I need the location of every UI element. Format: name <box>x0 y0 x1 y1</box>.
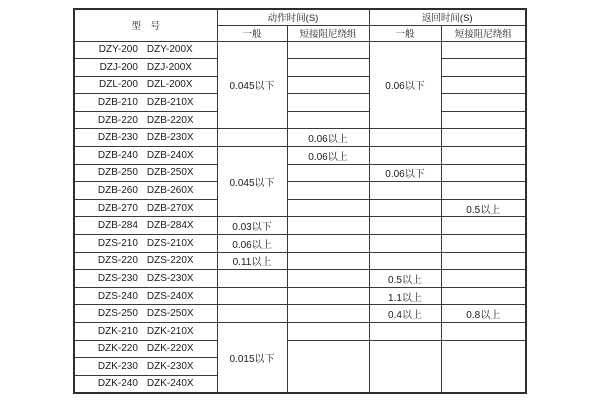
value-cell <box>369 323 441 341</box>
model-base-label: DZB-220 <box>97 114 138 126</box>
model-base-label: DZL-200 <box>99 79 138 91</box>
model-cell <box>74 217 217 235</box>
table-row <box>74 129 526 147</box>
value-cell <box>217 287 287 305</box>
model-cell <box>74 76 217 94</box>
model-x-variant-label: DZB-270X <box>146 202 194 214</box>
model-base-label: DZY-200 <box>98 44 138 56</box>
value-cell: 0.4以上 <box>369 305 441 323</box>
model-cell <box>74 182 217 200</box>
value-cell <box>441 182 526 200</box>
value-cell <box>369 199 441 217</box>
model-base-label: DZS-250 <box>97 308 138 320</box>
spec-table-container <box>73 8 527 394</box>
model-cell <box>74 94 217 112</box>
table-row <box>74 94 526 112</box>
table-row <box>74 340 526 358</box>
table-row <box>74 323 526 341</box>
value-cell <box>287 199 369 217</box>
model-x-variant-label: DZB-284X <box>146 220 194 232</box>
value-cell <box>287 287 369 305</box>
value-cell <box>441 235 526 253</box>
value-cell: 0.06以上 <box>287 147 369 165</box>
value-cell <box>287 59 369 77</box>
table-row <box>74 41 526 59</box>
model-cell <box>74 235 217 253</box>
model-base-label: DZB-230 <box>97 132 138 144</box>
table-row <box>74 287 526 305</box>
header-return-damping: 短接阻尼绕组 <box>441 25 526 41</box>
value-cell <box>287 111 369 129</box>
value-cell <box>369 182 441 200</box>
value-cell: 0.06以下 <box>369 41 441 129</box>
value-cell <box>441 340 526 393</box>
value-cell: 0.015以下 <box>217 323 287 393</box>
table-row <box>74 182 526 200</box>
table-row <box>74 217 526 235</box>
model-x-variant-label: DZS-250X <box>146 308 194 320</box>
model-base-label: DZK-210 <box>97 325 138 337</box>
model-x-variant-label: DZS-220X <box>146 255 194 267</box>
value-cell <box>287 252 369 270</box>
value-cell <box>441 94 526 112</box>
value-cell <box>441 252 526 270</box>
header-action-damping: 短接阻尼绕组 <box>287 25 369 41</box>
value-cell <box>287 340 369 393</box>
value-cell <box>287 41 369 59</box>
model-cell <box>74 323 217 341</box>
model-base-label: DZB-210 <box>97 97 138 109</box>
model-cell <box>74 59 217 77</box>
value-cell <box>441 41 526 59</box>
model-base-label: DZB-240 <box>97 149 138 161</box>
model-cell <box>74 147 217 165</box>
model-cell <box>74 252 217 270</box>
model-cell <box>74 164 217 182</box>
value-cell <box>441 287 526 305</box>
model-x-variant-label: DZB-210X <box>146 97 194 109</box>
model-x-variant-label: DZK-230X <box>146 360 194 372</box>
model-x-variant-label: DZB-250X <box>146 167 194 179</box>
model-base-label: DZB-270 <box>97 202 138 214</box>
table-row <box>74 76 526 94</box>
model-base-label: DZS-230 <box>97 273 138 285</box>
model-cell <box>74 129 217 147</box>
model-cell <box>74 305 217 323</box>
value-cell <box>441 76 526 94</box>
value-cell: 0.5以上 <box>441 199 526 217</box>
model-x-variant-label: DZK-240X <box>146 378 194 390</box>
table-row <box>74 164 526 182</box>
value-cell <box>287 270 369 288</box>
table-body <box>74 41 526 393</box>
model-base-label: DZK-220 <box>97 343 138 355</box>
table-row <box>74 147 526 165</box>
model-x-variant-label: DZS-240X <box>146 290 194 302</box>
model-cell <box>74 41 217 59</box>
model-x-variant-label: DZL-200X <box>146 79 193 91</box>
value-cell <box>369 340 441 393</box>
table-row <box>74 252 526 270</box>
value-cell <box>287 182 369 200</box>
value-cell: 0.06以上 <box>217 235 287 253</box>
header-row-groups <box>74 9 526 25</box>
model-base-label: DZB-250 <box>97 167 138 179</box>
model-x-variant-label: DZS-230X <box>146 273 194 285</box>
value-cell <box>441 217 526 235</box>
model-cell <box>74 287 217 305</box>
header-return-time: 返回时间(S) <box>369 9 526 25</box>
value-cell <box>287 76 369 94</box>
header-model: 型 号 <box>74 9 217 41</box>
value-cell <box>287 323 369 341</box>
table-row <box>74 305 526 323</box>
model-base-label: DZS-240 <box>97 290 138 302</box>
value-cell <box>287 164 369 182</box>
value-cell <box>441 59 526 77</box>
model-cell <box>74 375 217 393</box>
value-cell <box>287 305 369 323</box>
model-x-variant-label: DZJ-200X <box>146 61 192 73</box>
value-cell <box>287 217 369 235</box>
value-cell <box>287 235 369 253</box>
model-base-label: DZB-260 <box>97 185 138 197</box>
value-cell <box>441 129 526 147</box>
value-cell <box>217 270 287 288</box>
value-cell <box>217 305 287 323</box>
model-cell <box>74 358 217 376</box>
model-x-variant-label: DZK-220X <box>146 343 194 355</box>
table-row <box>74 199 526 217</box>
value-cell <box>369 147 441 165</box>
value-cell <box>441 147 526 165</box>
table-row <box>74 59 526 77</box>
value-cell: 0.8以上 <box>441 305 526 323</box>
model-x-variant-label: DZB-220X <box>146 114 194 126</box>
model-base-label: DZK-240 <box>97 378 138 390</box>
model-x-variant-label: DZY-200X <box>146 44 193 56</box>
model-cell <box>74 111 217 129</box>
value-cell <box>441 270 526 288</box>
value-cell <box>369 252 441 270</box>
model-cell <box>74 199 217 217</box>
spec-table <box>73 8 527 394</box>
model-base-label: DZJ-200 <box>99 61 138 73</box>
value-cell: 0.06以下 <box>369 164 441 182</box>
model-cell <box>74 270 217 288</box>
model-base-label: DZK-230 <box>97 360 138 372</box>
value-cell <box>369 217 441 235</box>
value-cell: 0.03以下 <box>217 217 287 235</box>
model-x-variant-label: DZB-230X <box>146 132 194 144</box>
header-action-general: 一般 <box>217 25 287 41</box>
model-x-variant-label: DZK-210X <box>146 325 194 337</box>
value-cell <box>217 129 287 147</box>
table-row <box>74 111 526 129</box>
value-cell <box>441 164 526 182</box>
value-cell <box>369 129 441 147</box>
value-cell: 0.11以上 <box>217 252 287 270</box>
model-x-variant-label: DZB-260X <box>146 185 194 197</box>
value-cell <box>369 235 441 253</box>
model-x-variant-label: DZS-210X <box>146 237 194 249</box>
value-cell: 0.045以下 <box>217 147 287 217</box>
model-base-label: DZB-284 <box>97 220 138 232</box>
value-cell <box>287 94 369 112</box>
header-return-general: 一般 <box>369 25 441 41</box>
table-row <box>74 235 526 253</box>
table-row <box>74 270 526 288</box>
value-cell: 0.06以上 <box>287 129 369 147</box>
model-x-variant-label: DZB-240X <box>146 149 194 161</box>
model-base-label: DZS-210 <box>97 237 138 249</box>
value-cell <box>441 323 526 341</box>
value-cell: 0.5以上 <box>369 270 441 288</box>
value-cell <box>441 111 526 129</box>
header-action-time: 动作时间(S) <box>217 9 369 25</box>
model-cell <box>74 340 217 358</box>
value-cell: 0.045以下 <box>217 41 287 129</box>
model-base-label: DZS-220 <box>97 255 138 267</box>
value-cell: 1.1以上 <box>369 287 441 305</box>
